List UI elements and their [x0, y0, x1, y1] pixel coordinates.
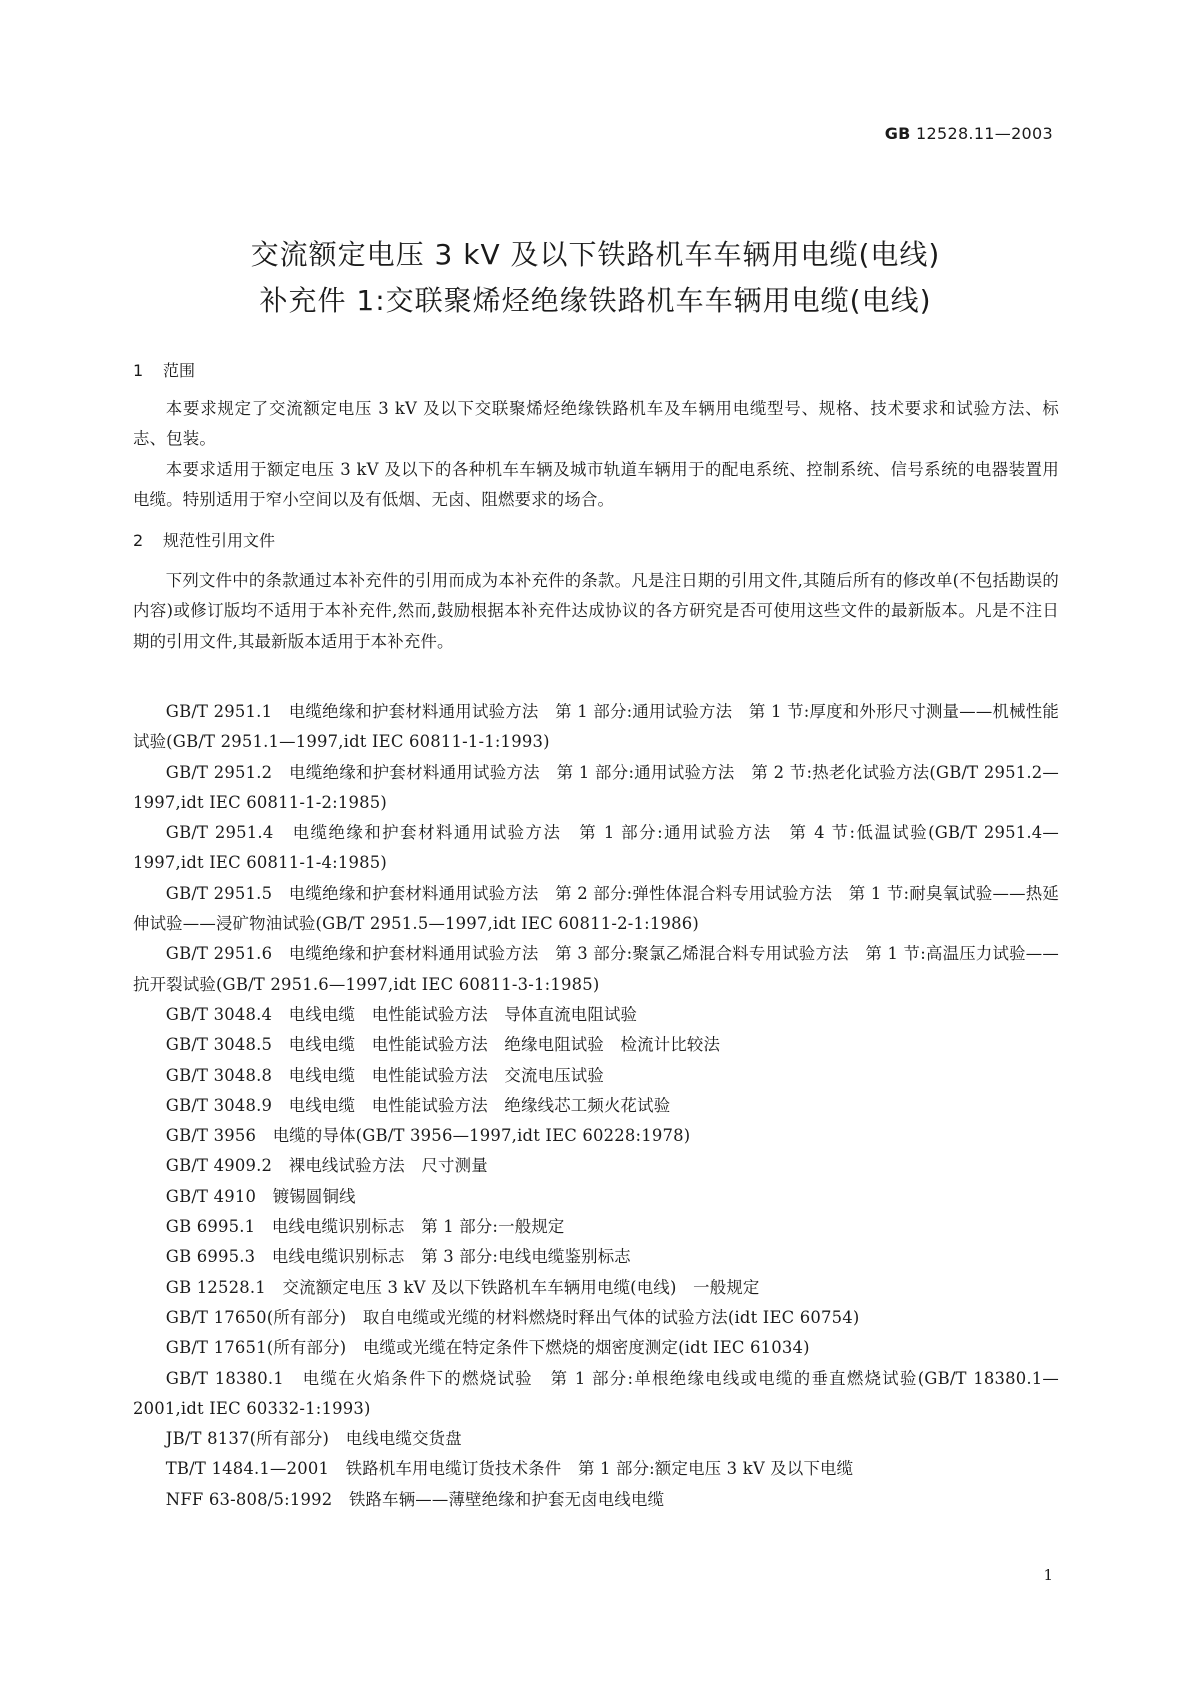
reference-item: GB/T 2951.5 电缆绝缘和护套材料通用试验方法 第 2 部分:弹性体混合料专用试验方法 第 1 节:耐臭氧试验——热延伸试验——浸矿物油试验(GB/T 2951.5—1997,idt IEC 60811-2-1:1986): [133, 883, 1059, 934]
reference-item: NFF 63-808/5:1992 铁路车辆——薄壁绝缘和护套无卤电线电缆: [165, 1489, 665, 1509]
reference-item: GB/T 2951.6 电缆绝缘和护套材料通用试验方法 第 3 部分:聚氯乙烯混合料专用试验方法 第 1 节:高温压力试验——抗开裂试验(GB/T 2951.6—1997,idt IEC 60811-3-1:1985): [133, 944, 1059, 994]
document-title: [0, 232, 1191, 324]
reference-item: GB/T 3048.9 电线电缆 电性能试验方法 绝缘线芯工频火花试验: [165, 1095, 671, 1115]
standard-prefix: GB: [884, 124, 911, 143]
standard-code: [885, 124, 1053, 143]
paragraph: 本要求适用于额定电压 3 kV 及以下的各种机车车辆及城市轨道车辆用于的配电系统、控制系统、信号系统的电器装置用电缆。特别适用于窄小空间以及有低烟、无卤、阻燃要求的场合。: [133, 459, 1059, 509]
section-number: 2: [133, 531, 144, 550]
section-2-heading: [133, 528, 275, 551]
title-line-2: 补充件 1:交联聚烯烃绝缘铁路机车车辆用电缆(电线): [259, 284, 932, 317]
reference-item: GB/T 3956 电缆的导体(GB/T 3956—1997,idt IEC 60228:1978): [165, 1126, 691, 1146]
section-1-body: [133, 394, 1059, 515]
paragraph: 本要求规定了交流额定电压 3 kV 及以下交联聚烯烃绝缘铁路机车及车辆用电缆型号、规格、技术要求和试验方法、标志、包装。: [133, 399, 1059, 449]
reference-item: GB/T 2951.2 电缆绝缘和护套材料通用试验方法 第 1 部分:通用试验方法 第 2 节:热老化试验方法(GB/T 2951.2—1997,idt IEC 60811-1-2:1985): [133, 762, 1059, 812]
reference-item: GB/T 2951.4 电缆绝缘和护套材料通用试验方法 第 1 部分:通用试验方法 第 4 节:低温试验(GB/T 2951.4—1997,idt IEC 60811-1-4:1985): [133, 823, 1059, 873]
reference-item: GB/T 4910 镀锡圆铜线: [165, 1186, 356, 1206]
reference-item: GB 6995.3 电线电缆识别标志 第 3 部分:电线电缆鉴别标志: [165, 1247, 631, 1267]
page-number: 1: [1043, 1566, 1053, 1584]
reference-item: GB/T 17651(所有部分) 电缆或光缆在特定条件下燃烧的烟密度测定(idt IEC 61034): [165, 1338, 810, 1358]
reference-item: TB/T 1484.1—2001 铁路机车用电缆订货技术条件 第 1 部分:额定电压 3 kV 及以下电缆: [165, 1459, 854, 1479]
reference-item: GB/T 3048.8 电线电缆 电性能试验方法 交流电压试验: [165, 1065, 604, 1085]
reference-item: GB/T 17650(所有部分) 取自电缆或光缆的材料燃烧时释出气体的试验方法(idt IEC 60754): [165, 1307, 860, 1327]
section-title: 规范性引用文件: [163, 531, 276, 550]
title-line-1: 交流额定电压 3 kV 及以下铁路机车车辆用电缆(电线): [250, 238, 941, 271]
reference-item: GB/T 3048.5 电线电缆 电性能试验方法 绝缘电阻试验 检流计比较法: [165, 1035, 721, 1055]
section-title: 范围: [163, 361, 196, 380]
reference-item: GB 6995.1 电线电缆识别标志 第 1 部分:一般规定: [165, 1217, 565, 1237]
section-1-heading: [133, 358, 195, 381]
reference-item: GB/T 2951.1 电缆绝缘和护套材料通用试验方法 第 1 部分:通用试验方法 第 1 节:厚度和外形尺寸测量——机械性能试验(GB/T 2951.1—1997,idt IEC 60811-1-1:1993): [133, 702, 1059, 752]
reference-item: GB/T 18380.1 电缆在火焰条件下的燃烧试验 第 1 部分:单根绝缘电线或电缆的垂直燃烧试验(GB/T 18380.1—2001,idt IEC 60332-1:1993): [133, 1368, 1059, 1418]
reference-item: JB/T 8137(所有部分) 电线电缆交货盘: [165, 1429, 462, 1449]
normative-references-list: [133, 697, 1059, 1515]
reference-item: GB/T 4909.2 裸电线试验方法 尺寸测量: [165, 1156, 488, 1176]
section-number: 1: [133, 361, 144, 380]
section-2-body: [133, 566, 1059, 657]
reference-item: GB/T 3048.4 电线电缆 电性能试验方法 导体直流电阻试验: [165, 1004, 638, 1024]
reference-item: GB 12528.1 交流额定电压 3 kV 及以下铁路机车车辆用电缆(电线) 一般规定: [165, 1277, 760, 1297]
paragraph: 下列文件中的条款通过本补充件的引用而成为本补充件的条款。凡是注日期的引用文件,其随后所有的修改单(不包括勘误的内容)或修订版均不适用于本补充件,然而,鼓励根据本补充件达成协议的各方研究是否可使用这些文件的最新版本。凡是不注日期的引用文件,其最新版本适用于本补充件。: [133, 571, 1059, 651]
standard-number: 12528.11—2003: [916, 124, 1053, 143]
